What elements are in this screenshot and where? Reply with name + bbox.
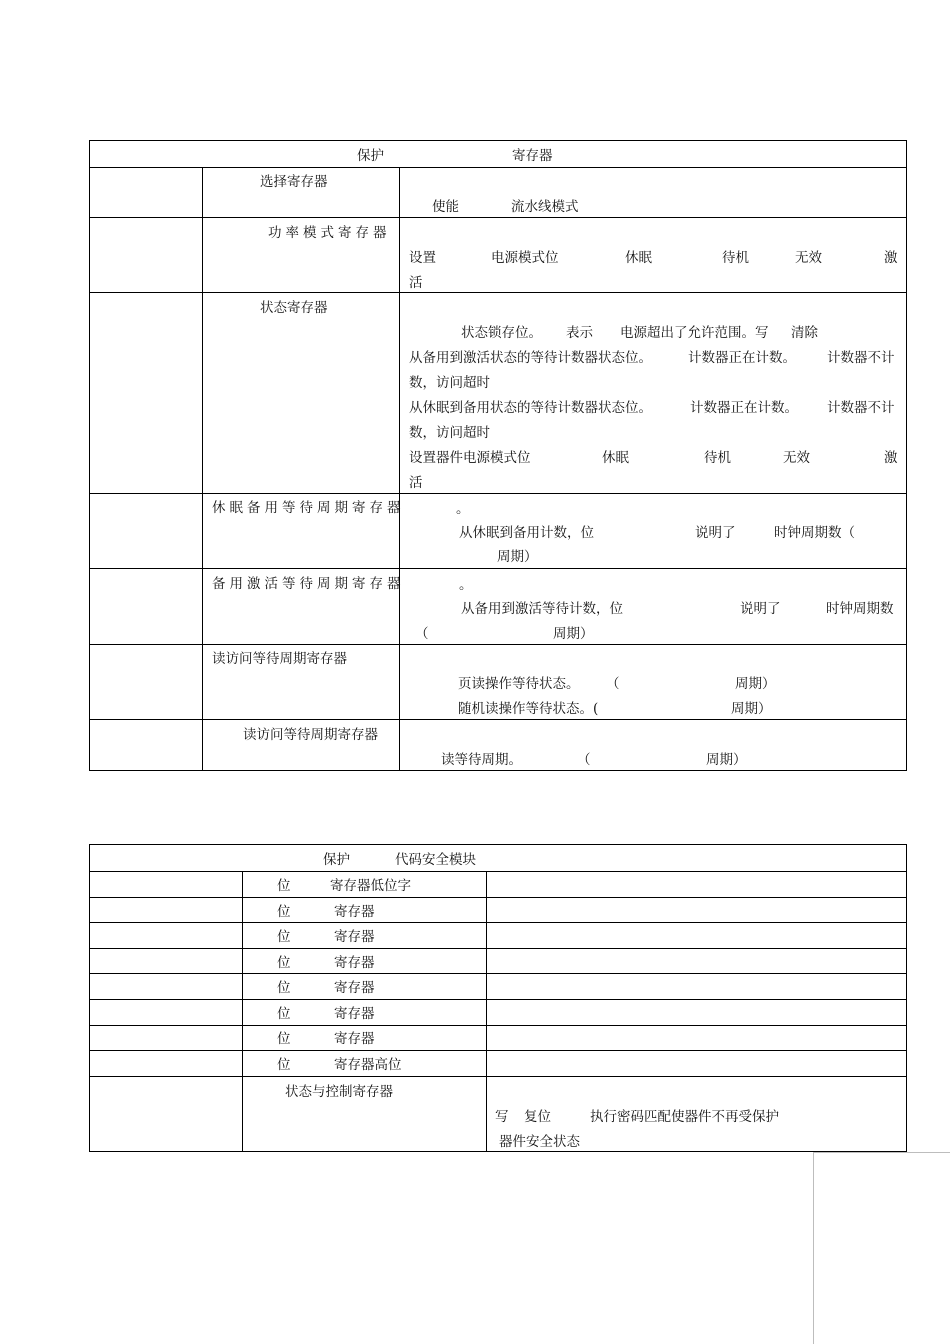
page-edge-line [813, 1152, 950, 1153]
cell-text: 。 [456, 501, 470, 517]
cell-text: 从备用到激活状态的等待计数器状态位。 [409, 350, 652, 366]
cell-text: 周期） [731, 701, 772, 717]
page-edge-line [813, 1152, 814, 1344]
cell-text: 数，访问超时 [409, 425, 490, 441]
bit-label: 位 [277, 1031, 291, 1047]
cell-text: 读等待周期。 [441, 752, 522, 768]
row-name: 状态寄存器 [260, 300, 328, 316]
status-control-register: 状态与控制寄存器 [285, 1084, 393, 1100]
cell-text: （ [577, 752, 591, 768]
cell-text: 休眠 [625, 250, 652, 266]
cell-text: 计数器不计 [827, 400, 895, 416]
cell-text: 表示 [566, 325, 593, 341]
register-label: 寄存器高位 [334, 1057, 402, 1073]
cell-text: 周期） [497, 549, 538, 565]
cell-text: 器件安全状态 [499, 1134, 580, 1150]
cell-text: 待机 [704, 450, 731, 466]
cell-text: 从休眠到备用计数，位 [459, 525, 594, 541]
cell-text: 执行密码匹配使器件不再受保护 [590, 1109, 779, 1125]
cell-text: 周期） [553, 626, 594, 642]
register-label: 寄存器 [334, 1006, 375, 1022]
header-code-security: 代码安全模块 [395, 852, 476, 868]
register-table-1 [89, 140, 907, 771]
cell-text: 说明了 [695, 525, 736, 541]
register-label: 寄存器 [334, 955, 375, 971]
bit-label: 位 [277, 878, 291, 894]
row-name: 备用激活等待周期寄存器 [212, 576, 405, 592]
cell-text: 。 [459, 577, 473, 593]
row-name: 休眠备用等待周期寄存器 [212, 500, 405, 516]
cell-text: 使能 [432, 199, 459, 215]
cell-text: 无效 [795, 250, 822, 266]
code-security-table [89, 844, 907, 1152]
cell-text: 时钟周期数 [826, 601, 894, 617]
bit-label: 位 [277, 955, 291, 971]
bit-label: 位 [277, 929, 291, 945]
row-name: 选择寄存器 [260, 174, 328, 190]
cell-text: 清除 [791, 325, 818, 341]
cell-text: 周期） [706, 752, 747, 768]
cell-text: 状态锁存位。 [461, 325, 542, 341]
bit-label: 位 [277, 1057, 291, 1073]
cell-text: 流水线模式 [511, 199, 579, 215]
cell-text: 计数器正在计数。 [688, 350, 796, 366]
cell-text: 时钟周期数（ [774, 525, 855, 541]
cell-text: 电源模式位 [491, 250, 559, 266]
cell-text: 活 [409, 275, 423, 291]
header-protect: 保护 [323, 852, 350, 868]
cell-text: 休眠 [602, 450, 629, 466]
bit-label: 位 [277, 980, 291, 996]
cell-text: 周期） [735, 676, 776, 692]
bit-label: 位 [277, 1006, 291, 1022]
cell-text: 电源超出了允许范围。写 [620, 325, 769, 341]
register-label: 寄存器 [334, 980, 375, 996]
cell-text: 说明了 [740, 601, 781, 617]
cell-text: 设置 [409, 250, 436, 266]
cell-text: 随机读操作等待状态。( [458, 701, 599, 717]
register-label: 寄存器低位字 [330, 878, 411, 894]
row-name: 读访问等待周期寄存器 [212, 651, 347, 667]
cell-text: 计数器正在计数。 [690, 400, 798, 416]
cell-text: 无效 [783, 450, 810, 466]
cell-text: 从备用到激活等待计数，位 [461, 601, 623, 617]
row-name: 读访问等待周期寄存器 [243, 727, 378, 743]
cell-text: 设置器件电源模式位 [409, 450, 531, 466]
cell-text: 写 [495, 1109, 509, 1125]
header-protect: 保护 [357, 148, 384, 164]
register-label: 寄存器 [334, 1031, 375, 1047]
cell-text: 页读操作等待状态。 [458, 676, 580, 692]
header-register: 寄存器 [512, 148, 553, 164]
bit-label: 位 [277, 904, 291, 920]
cell-text: 活 [409, 475, 423, 491]
cell-text: 复位 [524, 1109, 551, 1125]
row-name: 功率模式寄存器 [268, 225, 391, 241]
cell-text: 数，访问超时 [409, 375, 490, 391]
register-label: 寄存器 [334, 904, 375, 920]
cell-text: 待机 [722, 250, 749, 266]
register-label: 寄存器 [334, 929, 375, 945]
cell-text: 激 [884, 250, 898, 266]
cell-text: 激 [884, 450, 898, 466]
cell-text: （ [606, 676, 620, 692]
cell-text: 从休眠到备用状态的等待计数器状态位。 [409, 400, 652, 416]
cell-text: 计数器不计 [827, 350, 895, 366]
cell-text: （ [415, 626, 429, 642]
